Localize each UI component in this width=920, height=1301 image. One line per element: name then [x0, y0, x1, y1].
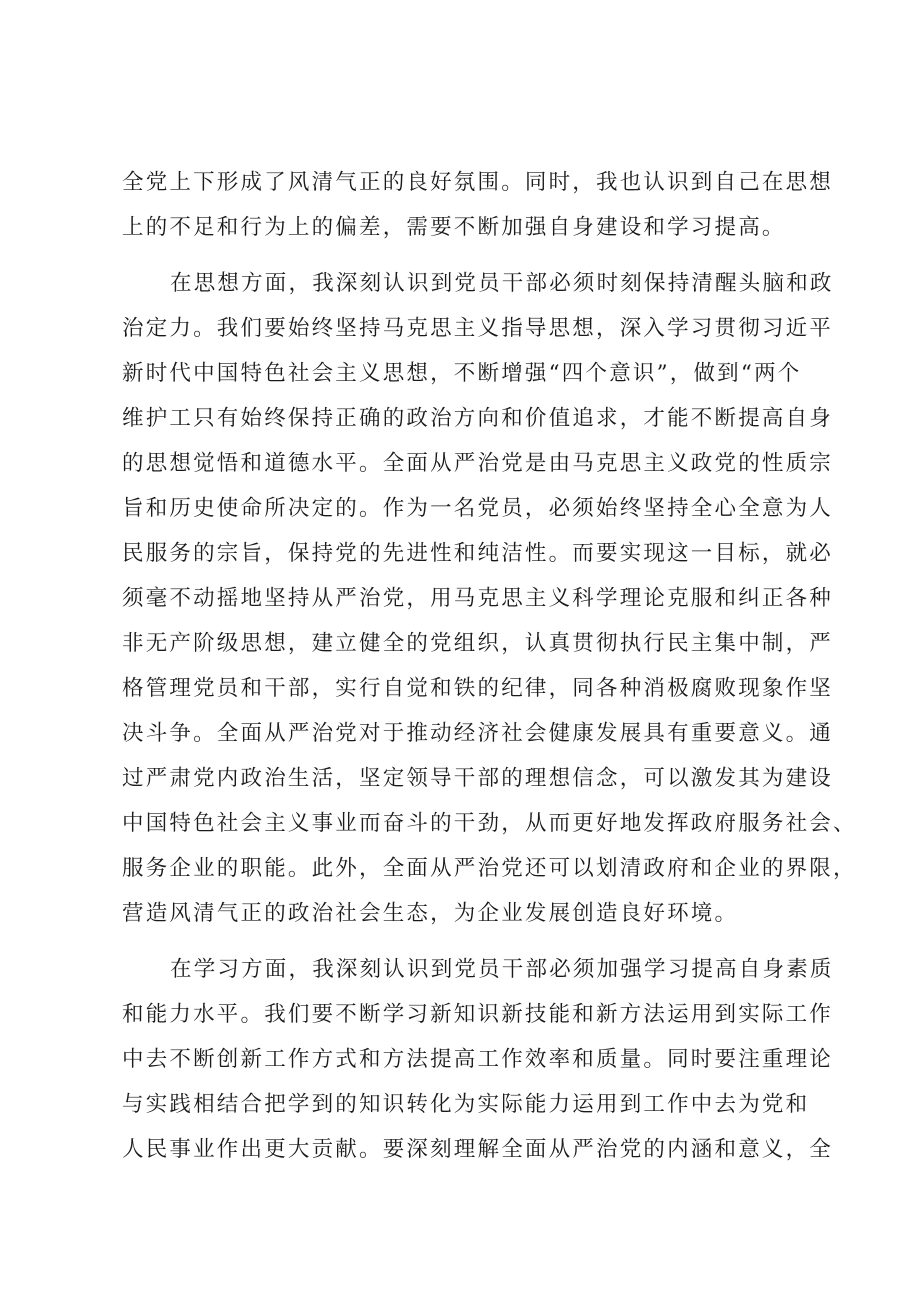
- paragraph-3-line-5: 人民事业作出更大贡献。要深刻理解全面从严治党的内涵和意义，全: [122, 1137, 834, 1162]
- paragraph-3: [122, 947, 834, 1172]
- paragraph-2-line-9: 非无产阶级思想，建立健全的党组织，认真贯彻执行民主集中制，严: [122, 631, 834, 656]
- paragraph-2-line-3: 新时代中国特色社会主义思想，不断增强“四个意识”，做到“两个: [122, 361, 802, 386]
- paragraph-3-line-1: 在学习方面，我深刻认识到党员干部必须加强学习提高自身素质: [170, 957, 834, 982]
- paragraph-2-line-15: 营造风清气正的政治社会生态，为企业发展创造良好环境。: [122, 901, 739, 926]
- paragraph-spacer: [122, 250, 812, 261]
- paragraph-2-line-10: 格管理党员和干部，实行自觉和铁的纪律，同各种消极腐败现象作坚: [122, 676, 834, 701]
- paragraph-1-line-2: 上的不足和行为上的偏差，需要不断加强自身建设和学习提高。: [122, 215, 786, 240]
- paragraph-2-line-4: 维护工只有始终保持正确的政治方向和价值追求，才能不断提高自身: [122, 406, 834, 431]
- paragraph-2-line-6: 旨和历史使命所决定的。作为一名党员，必须始终坚持全心全意为人: [122, 496, 834, 521]
- paragraph-2-line-7: 民服务的宗旨，保持党的先进性和纯洁性。而要实现这一目标，就必: [122, 541, 834, 566]
- paragraph-3-line-3: 中去不断创新工作方式和方法提高工作效率和质量。同时要注重理论: [122, 1047, 834, 1072]
- document-body: [122, 160, 857, 1172]
- paragraph-2-line-12: 过严肃党内政治生活，坚定领导干部的理想信念，可以激发其为建设: [122, 766, 834, 791]
- paragraph-2-line-2: 治定力。我们要始终坚持马克思主义指导思想，深入学习贯彻习近平: [122, 316, 834, 341]
- paragraph-2-line-14: 服务企业的职能。此外，全面从严治党还可以划清政府和企业的界限，: [122, 856, 857, 881]
- paragraph-2-line-8: 须毫不动摇地坚持从严治党，用马克思主义科学理论克服和纠正各种: [122, 586, 834, 611]
- paragraph-3-line-4: 与实践相结合把学到的知识转化为实际能力运用到工作中去为党和: [122, 1092, 810, 1117]
- paragraph-2-line-5: 的思想觉悟和道德水平。全面从严治党是由马克思主义政党的性质宗: [122, 451, 834, 476]
- paragraph-1: [122, 160, 834, 250]
- paragraph-2-line-1: 在思想方面，我深刻认识到党员干部必须时刻保持清醒头脑和政: [170, 271, 834, 296]
- paragraph-2: [122, 261, 857, 936]
- paragraph-2-line-13: 中国特色社会主义事业而奋斗的干劲，从而更好地发挥政府服务社会、: [122, 811, 857, 836]
- paragraph-3-line-2: 和能力水平。我们要不断学习新知识新技能和新方法运用到实际工作: [122, 1002, 834, 1027]
- paragraph-spacer: [122, 936, 812, 947]
- paragraph-1-line-1: 全党上下形成了风清气正的良好氛围。同时，我也认识到自己在思想: [122, 170, 834, 195]
- paragraph-2-line-11: 决斗争。全面从严治党对于推动经济社会健康发展具有重要意义。通: [122, 721, 834, 746]
